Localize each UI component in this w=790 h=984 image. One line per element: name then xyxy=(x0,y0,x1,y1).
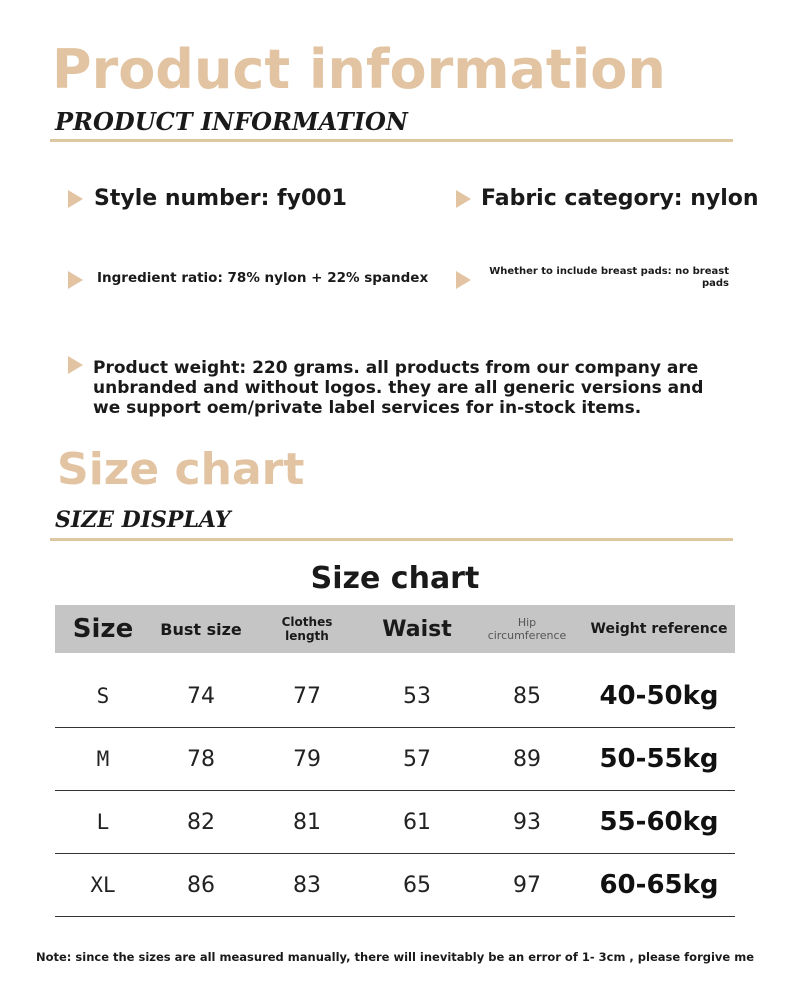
table-header-row xyxy=(55,605,735,653)
header-hip-circumference xyxy=(471,616,583,642)
product-weight-line-2: unbranded and without logos. they are all generic versions and xyxy=(93,378,704,398)
size-display-subtitle: SIZE DISPLAY xyxy=(55,507,231,533)
header-size: Size xyxy=(72,614,134,644)
table-row xyxy=(55,791,735,854)
product-weight-line-3: we support oem/private label services for in-stock items. xyxy=(93,398,642,418)
header-bust: Bust size xyxy=(160,619,242,639)
cell-bust: 86 xyxy=(187,872,215,898)
ingredient-ratio: Ingredient ratio: 78% nylon + 22% spandex xyxy=(97,270,429,286)
cell-waist: 53 xyxy=(403,683,431,709)
cell-hip: 89 xyxy=(513,746,541,772)
product-info-divider xyxy=(50,139,733,142)
product-info-subtitle: PRODUCT INFORMATION xyxy=(55,107,408,136)
cell-waist: 57 xyxy=(403,746,431,772)
cell-bust: 74 xyxy=(187,683,215,709)
bullet-triangle-icon xyxy=(456,271,471,289)
cell-waist: 61 xyxy=(403,809,431,835)
bullet-triangle-icon xyxy=(68,356,83,374)
cell-size: XL xyxy=(90,873,116,897)
header-clothes-length-line-1: Clothes xyxy=(281,615,333,629)
cell-weight: 60-65kg xyxy=(599,870,719,900)
cell-hip: 93 xyxy=(513,809,541,835)
bullet-triangle-icon xyxy=(456,190,471,208)
product-weight-line-1: Product weight: 220 grams. all products from our company are xyxy=(93,358,699,378)
cell-bust: 82 xyxy=(187,809,215,835)
table-row xyxy=(55,854,735,917)
fabric-category: Fabric category: nylon xyxy=(481,186,759,211)
header-hip-line-2: circumference xyxy=(487,629,567,642)
cell-weight: 40-50kg xyxy=(599,681,719,711)
cell-waist: 65 xyxy=(403,872,431,898)
header-clothes-length xyxy=(251,615,363,643)
cell-hip: 85 xyxy=(513,683,541,709)
cell-size: L xyxy=(96,810,110,834)
bullet-triangle-icon xyxy=(68,190,83,208)
header-waist: Waist xyxy=(382,616,452,642)
cell-size: S xyxy=(96,684,110,708)
table-title: Size chart xyxy=(310,561,480,596)
cell-length: 77 xyxy=(293,683,321,709)
cell-length: 83 xyxy=(293,872,321,898)
cell-bust: 78 xyxy=(187,746,215,772)
cell-length: 81 xyxy=(293,809,321,835)
size-chart-title: Size chart xyxy=(57,444,305,495)
breast-pads-line-2: pads xyxy=(701,278,729,289)
style-number: Style number: fy001 xyxy=(94,186,347,211)
cell-hip: 97 xyxy=(513,872,541,898)
header-clothes-length-line-2: length xyxy=(285,629,329,643)
table-row xyxy=(55,728,735,791)
cell-size: M xyxy=(96,747,110,771)
bullet-triangle-icon xyxy=(68,271,83,289)
cell-length: 79 xyxy=(293,746,321,772)
product-info-title: Product information xyxy=(52,38,666,101)
cell-weight: 55-60kg xyxy=(599,807,719,837)
cell-weight: 50-55kg xyxy=(599,744,719,774)
breast-pads-line-1: Whether to include breast pads: no breast xyxy=(489,266,729,277)
table-row xyxy=(55,665,735,728)
size-table xyxy=(55,605,735,917)
header-hip-line-1: Hip xyxy=(517,616,537,629)
size-display-divider xyxy=(50,538,733,541)
header-weight-reference: Weight reference xyxy=(590,621,728,637)
measurement-note: Note: since the sizes are all measured manually, there will inevitably be an error of 1- 3cm , please forgive me xyxy=(35,950,755,964)
